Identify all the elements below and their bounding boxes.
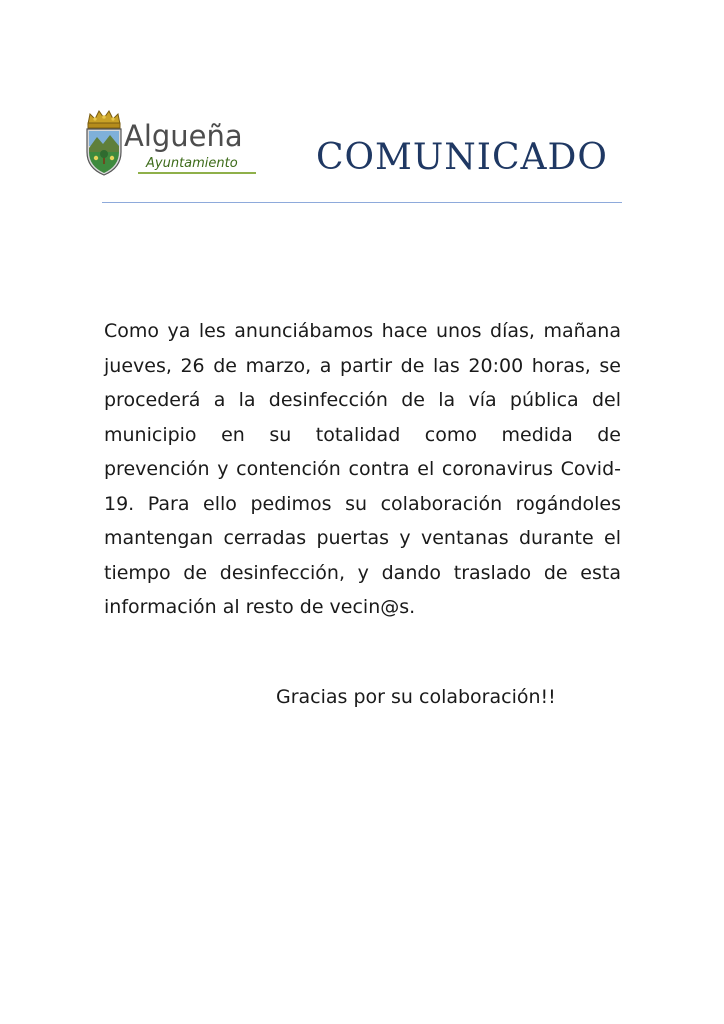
- municipal-coat-of-arms-icon: [84, 108, 124, 178]
- document-title: COMUNICADO: [316, 137, 608, 178]
- header-divider: [102, 202, 622, 203]
- logo-underline: [138, 172, 256, 174]
- municipality-logo: [84, 108, 259, 180]
- logo-name: Algueña: [124, 119, 243, 153]
- letterhead: [84, 108, 624, 198]
- closing-line: Gracias por su colaboración!!: [276, 686, 556, 708]
- logo-subtitle: Ayuntamiento: [146, 156, 238, 171]
- announcement-body: Como ya les anunciábamos hace unos días, mañana jueves, 26 de marzo, a partir de las 20:00 horas, se procederá a la desinfección de la vía pública del municipio en su totalidad como medida de prevención y contención contra el coronavirus Covid-19. Para ello pedimos su colaboración rogándoles mantengan cerradas puertas y ventanas durante el tiempo de desinfección, y dando traslado de esta información al resto de vecin@s.: [104, 320, 621, 618]
